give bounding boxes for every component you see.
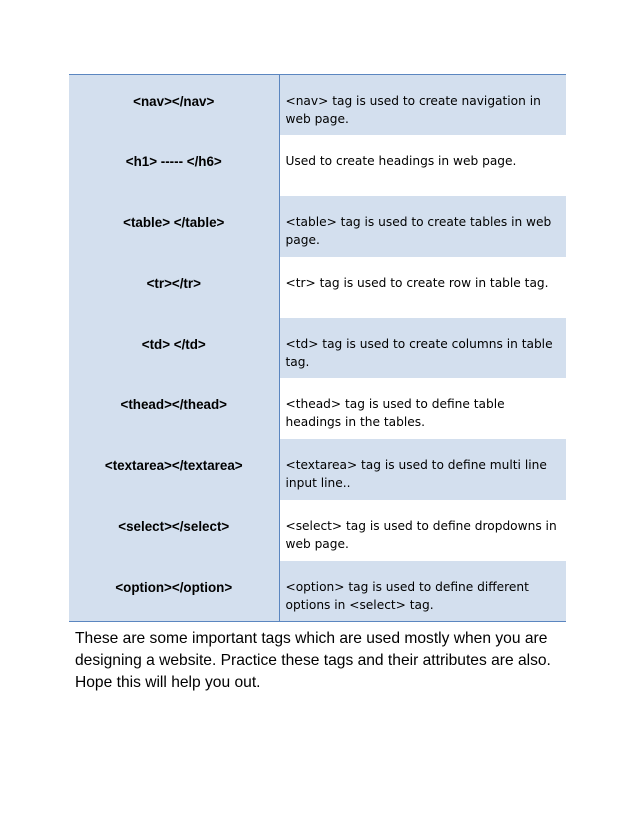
table-row (69, 196, 566, 257)
closing-paragraph: These are some important tags which are used mostly when you are designing a website. Practice these tags and their attributes are also. Hope this will help you out. (75, 630, 551, 691)
description-cell: <select> tag is used to define dropdowns in web page. (279, 500, 566, 561)
table-row (69, 378, 566, 439)
tag-cell: <select></select> (69, 500, 279, 561)
table-row (69, 500, 566, 561)
table-row (69, 318, 566, 379)
description-cell: <tr> tag is used to create row in table tag. (279, 257, 566, 318)
description-cell: <thead> tag is used to define table headings in the tables. (279, 378, 566, 439)
table-row (69, 75, 566, 136)
table-row (69, 439, 566, 500)
description-cell: <textarea> tag is used to define multi line input line.. (279, 439, 566, 500)
description-cell: <td> tag is used to create columns in table tag. (279, 318, 566, 379)
tag-cell: <textarea></textarea> (69, 439, 279, 500)
tag-cell: <h1> ----- </h6> (69, 135, 279, 196)
description-cell: <nav> tag is used to create navigation in web page. (279, 75, 566, 136)
html-tags-table (69, 74, 566, 622)
table-row (69, 561, 566, 622)
tag-cell: <table> </table> (69, 196, 279, 257)
tag-cell: <thead></thead> (69, 378, 279, 439)
description-cell: Used to create headings in web page. (279, 135, 566, 196)
description-cell: <table> tag is used to create tables in web page. (279, 196, 566, 257)
table-row (69, 257, 566, 318)
tag-cell: <tr></tr> (69, 257, 279, 318)
tag-cell: <option></option> (69, 561, 279, 622)
tag-cell: <td> </td> (69, 318, 279, 379)
tag-cell: <nav></nav> (69, 75, 279, 136)
table-row (69, 135, 566, 196)
description-cell: <option> tag is used to define different options in <select> tag. (279, 561, 566, 622)
